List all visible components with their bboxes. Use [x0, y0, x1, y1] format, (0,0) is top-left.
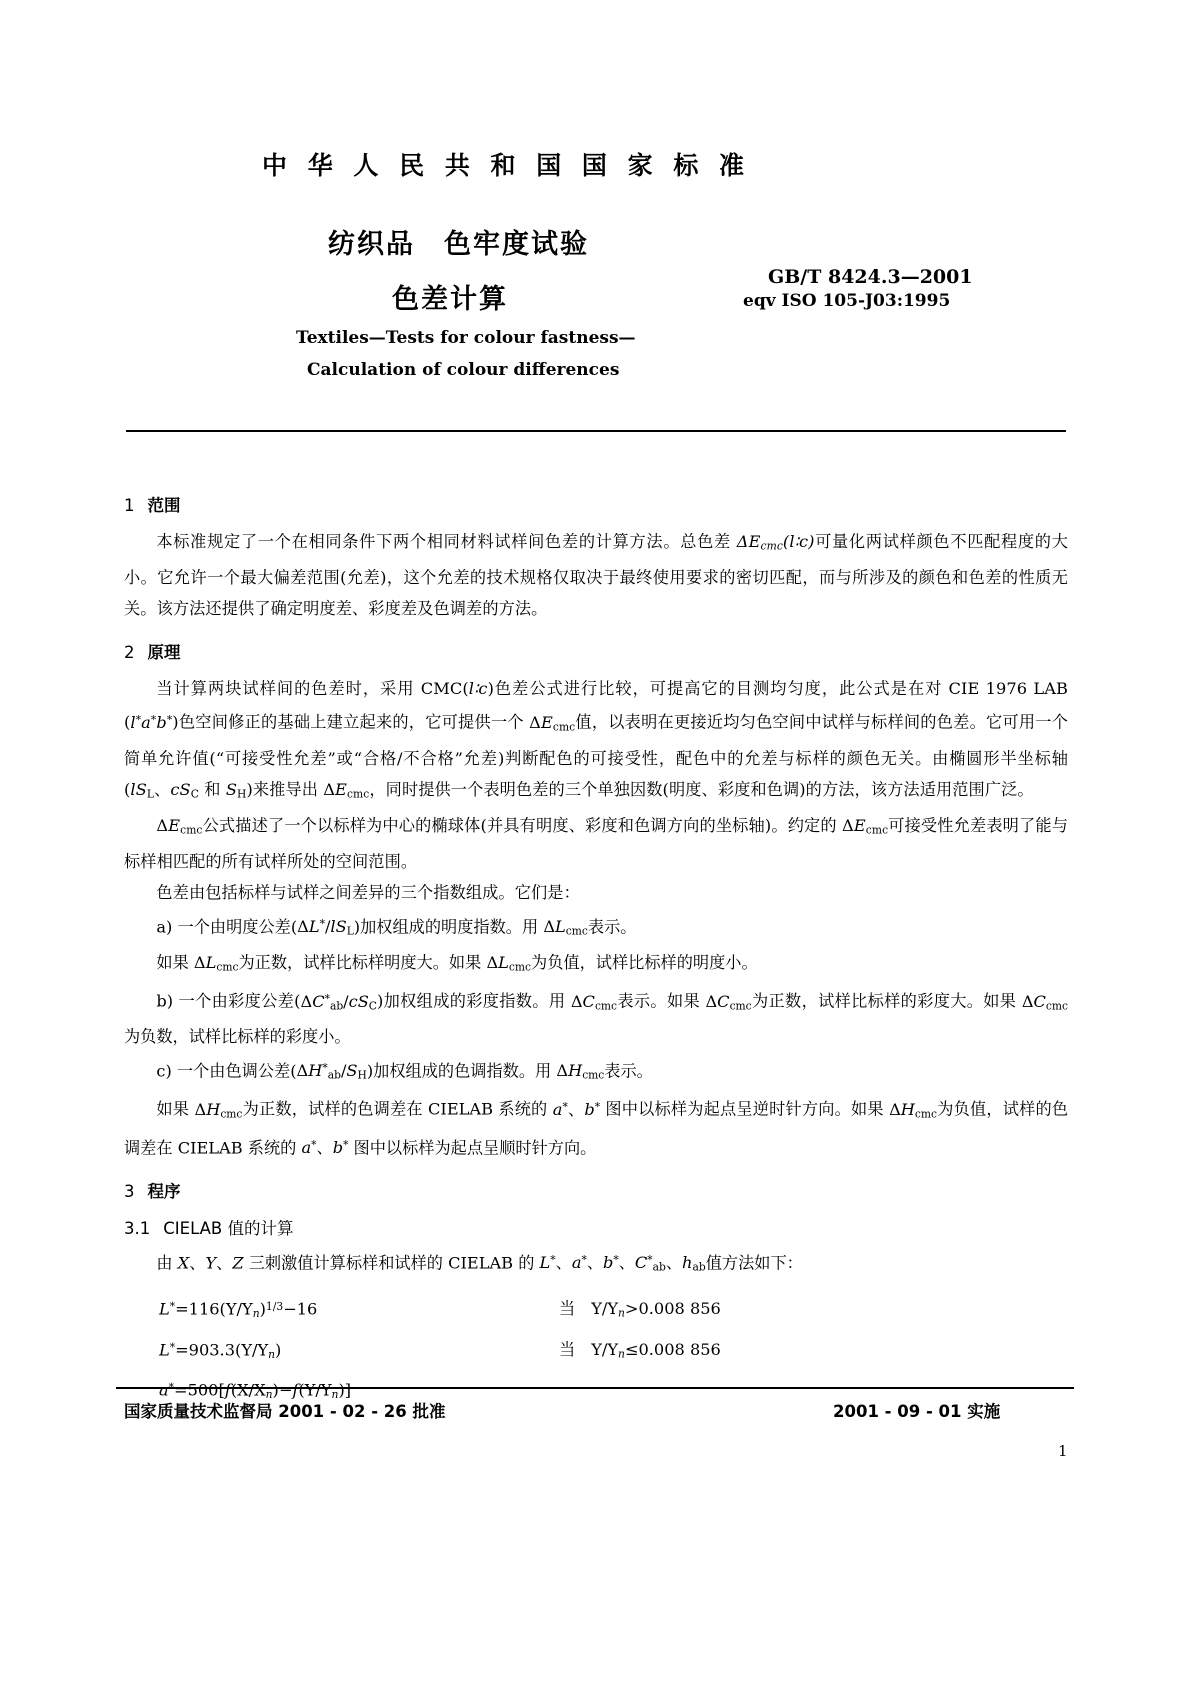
s2-p1-text-e: )来推导出: [246, 780, 324, 800]
list-item-a: [124, 909, 1068, 947]
item-b-text-1: b) 一个由彩度公差(: [156, 991, 301, 1011]
formula-2-condition: 当 $Y/Y_n\le 0.008$ 856: [559, 1340, 721, 1361]
a-b-axes-symbol-2: a*、b*: [301, 1138, 349, 1157]
tristimulus-z-symbol: Z: [232, 1252, 244, 1272]
item-a-text-2: )加权组成的明度指数。用: [353, 917, 544, 937]
list-item-b: [124, 983, 1068, 1053]
tristimulus-y-symbol: Y: [205, 1252, 217, 1272]
s1-p1-text-b: 可量化两试样颜色不匹配程度的大小。它允许一个最大偏差范围(允差)，这个允差的技术规格仅取决于最终使用要求的密切匹配，而与所涉及的颜色和色差的性质无关。该方法还提供了确定明度差、彩度差及色调差的方法。: [124, 532, 1068, 619]
subsection-3-1-lead: [124, 1245, 1068, 1283]
delta-e-cmc-symbol-3: $\Delta E_{cmc}$: [323, 780, 370, 801]
s2-p2-text-c: 可接受性允差表明了能与标样相匹配的所有试样所处的空间范围。: [124, 816, 1068, 871]
english-title-line2: Calculation of colour differences: [307, 360, 620, 380]
item-a-text-1: a) 一个由明度公差(: [156, 917, 298, 937]
delta-c-cmc-symbol-2: $\Delta C_{cmc}$: [705, 991, 752, 1012]
delta-e-cmc-symbol-2: $\Delta E_{cmc}$: [529, 712, 576, 734]
s2-p1-text-f: ，同时提供一个表明色差的三个单独因数(明度、彩度和色调)的方法，该方法适用范围广泛。: [369, 780, 1034, 800]
section-number-3: 3: [124, 1181, 135, 1201]
section-heading-3: [124, 1178, 1068, 1202]
item-b-text-3: 表示。如果: [617, 991, 706, 1011]
item-b-text-5: 为负数，试样比标样的彩度小。: [124, 1027, 351, 1047]
delta-h-cmc-symbol: $\Delta H_{cmc}$: [556, 1061, 605, 1082]
delta-c-cmc-symbol: $\Delta C_{cmc}$: [570, 991, 618, 1012]
item-c-note-text-4: 为负值，试样的色调差在 CIELAB 系统的: [124, 1099, 1069, 1157]
cielab-value-symbols: L*、a*、b*、$C^*_{ab}$、$h_{ab}$: [539, 1252, 706, 1274]
section-title-1: 范围: [147, 496, 181, 515]
delta-c-cmc-symbol-3: $\Delta C_{cmc}$: [1021, 991, 1069, 1012]
delta-h-cmc-symbol-3: $\Delta H_{cmc}$: [889, 1099, 938, 1121]
delta-e-cmc-symbol-5: $\Delta E_{cmc}$: [842, 816, 889, 837]
formula-2-expression: $L^*=903.3(Y/Y_n)$: [159, 1340, 282, 1361]
standard-code: GB/T 8424.3—2001: [768, 266, 973, 288]
lead-text-a: 由: [156, 1252, 178, 1272]
lead-text-b: 、: [189, 1252, 206, 1272]
formula-row-1: [159, 1290, 1068, 1331]
section-title-2: 原理: [147, 642, 181, 662]
lead-text-d: 三刺激值计算标样和试样的 CIELAB 的: [243, 1252, 540, 1272]
a-b-axes-symbol: a*、b*: [552, 1099, 601, 1119]
document-title-line1: 纺织品 色牢度试验: [328, 229, 589, 260]
section-number-2: 2: [124, 642, 135, 662]
standard-equivalence: eqv ISO 105-J03:1995: [743, 291, 951, 311]
s2-p1-text-a: 当计算两块试样间的色差时，采用 CMC(: [156, 678, 469, 698]
subsection-heading-3-1: [124, 1215, 1068, 1239]
list-item-a-note: [124, 947, 1068, 983]
section-number-1: 1: [124, 496, 135, 515]
hue-tolerance-formula: $\Delta H^*_{ab}/S_H$: [296, 1061, 367, 1082]
item-a-text-3: 表示。: [587, 917, 637, 937]
delta-h-cmc-symbol-2: $\Delta H_{cmc}$: [194, 1099, 243, 1121]
item-c-text-2: )加权组成的色调指数。用: [366, 1061, 557, 1081]
footer-divider-rule: [116, 1387, 1074, 1389]
formula-3-expression: $a^*=500[f(X/X_n)-f(Y/Y_n)]$: [159, 1380, 352, 1402]
formula-block: [124, 1290, 1068, 1412]
section-title-3: 程序: [147, 1181, 181, 1201]
delta-e-cmc-symbol: $\Delta E_{cmc}(l∶c)$: [736, 532, 815, 553]
section-2-paragraph-2: [124, 810, 1068, 877]
item-c-text-3: 表示。: [604, 1061, 653, 1081]
item-a-note-text-1: 如果: [156, 953, 194, 973]
s2-p1-text-c: )色空间修正的基础上建立起来的，它可提供一个: [172, 712, 530, 732]
document-body: [124, 478, 1068, 1412]
chroma-tolerance-formula: $\Delta C^*_{ab}/cS_C$: [300, 991, 377, 1012]
footer-approval-text: 国家质量技术监督局 2001 - 02 - 26 批准: [124, 1402, 446, 1421]
section-2-paragraph-3: 色差由包括标样与试样之间差异的三个指数组成。它们是：: [156, 883, 580, 903]
list-item-c-note: [124, 1091, 1068, 1163]
delta-l-cmc-symbol: $\Delta L_{cmc}$: [543, 917, 588, 938]
formula-row-2: [159, 1331, 1068, 1372]
section-1-paragraph-1: [124, 526, 1068, 625]
lead-text-e: 值方法如下：: [705, 1252, 803, 1272]
item-c-note-text-2: 为正数，试样的色调差在 CIELAB 系统的: [242, 1099, 553, 1119]
subsection-number-3-1: 3.1: [124, 1218, 151, 1238]
semi-axis-symbols: $lS_L$、$cS_C$ 和 $S_H$: [130, 780, 247, 801]
delta-l-cmc-symbol-2: $\Delta L_{cmc}$: [193, 953, 239, 974]
section-heading-2: [124, 639, 1068, 663]
page-number: 1: [1058, 1442, 1068, 1460]
delta-l-cmc-symbol-3: $\Delta L_{cmc}$: [486, 953, 532, 974]
item-c-text-1: c) 一个由色调公差(: [156, 1061, 297, 1081]
item-c-note-text-1: 如果: [156, 1099, 195, 1119]
header-divider-rule: [126, 430, 1066, 432]
item-c-note-text-3: 图中以标样为起点呈逆时针方向。如果: [600, 1099, 890, 1119]
national-standard-title: 中 华 人 民 共 和 国 国 家 标 准: [262, 151, 751, 180]
l-c-ratio-symbol: l∶c: [468, 678, 488, 698]
delta-e-cmc-symbol-4: $\Delta E_{cmc}$: [156, 816, 203, 837]
item-c-note-text-5: 图中以标样为起点呈顺时针方向。: [348, 1138, 597, 1157]
document-title-line2: 色差计算: [392, 284, 508, 315]
list-item-c: [124, 1053, 1068, 1091]
s2-p1-text-d: 值，以表明在更接近均匀色空间中试样与标样间的色差。它可用一个简单允许值(“可接受性允差”或“合格/不合格”允差)判断配色的可接受性，配色中的允差与标样的颜色无关。由椭圆形半坐标轴(: [124, 712, 1068, 800]
item-a-note-text-2: 为正数，试样比标样明度大。如果: [238, 953, 487, 973]
item-b-text-2: )加权组成的彩度指数。用: [376, 991, 571, 1011]
section-2-paragraph-1: [124, 673, 1068, 810]
english-title-line1: Textiles—Tests for colour fastness—: [296, 328, 636, 348]
item-a-note-text-3: 为负值，试样比标样的明度小。: [531, 953, 758, 973]
lightness-tolerance-formula: $\Delta L^*/lS_L$: [297, 917, 354, 938]
tristimulus-x-symbol: X: [177, 1252, 190, 1272]
s2-p2-text-b: 公式描述了一个以标样为中心的椭球体(并具有明度、彩度和色调方向的坐标轴)。约定的: [202, 816, 843, 836]
subsection-title-3-1: CIELAB 值的计算: [163, 1218, 294, 1238]
footer-effective-date: 2001 - 09 - 01 实施: [833, 1402, 1001, 1421]
s2-p1-text-b: )色差公式进行比较，可提高它的目测均匀度，此公式是在对 CIE 1976 LAB (: [124, 678, 1068, 732]
formula-1-condition: 当 $Y/Y_n>0.008$ 856: [559, 1299, 721, 1320]
condition-word-1: 当: [559, 1299, 576, 1319]
condition-word-2: 当: [559, 1340, 576, 1360]
item-b-text-4: 为正数，试样比标样的彩度大。如果: [751, 991, 1022, 1011]
formula-1-expression: $L^*=116(Y/Y_n)^{1/3}-16$: [159, 1299, 318, 1320]
s1-p1-text-a: 本标准规定了一个在相同条件下两个相同材料试样间色差的计算方法。总色差: [156, 532, 737, 551]
lab-star-symbol: l*a*b*: [130, 712, 173, 732]
lead-text-c: 、: [216, 1252, 233, 1272]
section-heading-1: [124, 492, 1068, 516]
